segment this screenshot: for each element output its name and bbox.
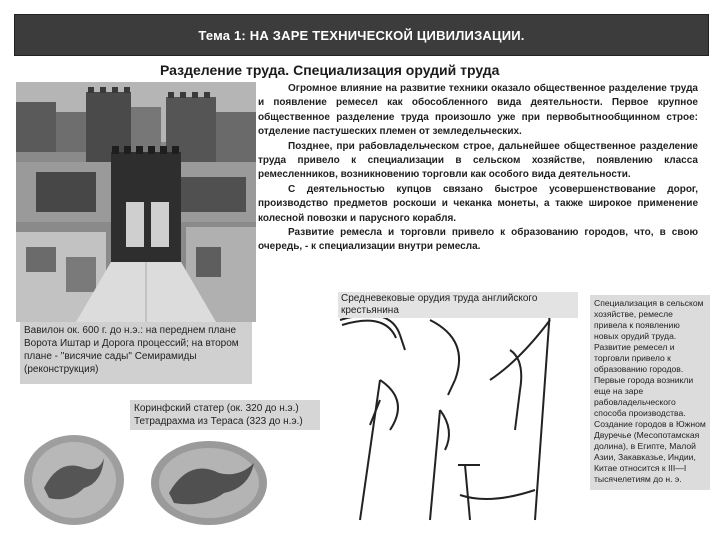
slide-subtitle: Разделение труда. Специализация орудий труда <box>160 62 500 78</box>
coins-figure <box>14 428 324 528</box>
paragraph-3: С деятельностью купцов связано быстрое усовершенствование дорог, производство предметов роскоши и чеканка монеты, а также широкое применение колесной повозки и парусного корабля. <box>258 183 698 224</box>
coins-illustration <box>14 428 324 528</box>
tools-figure <box>320 290 585 530</box>
side-caption: Специализация в сельском хозяйстве, ремесле привела к появлению новых орудий труда. Развитие ремесел и торговли привело к образованию городов. Первые города возникли еще на заре рабовладельческого способа производства. Создание городов в Южном Двуречье (Месопотамская долина), в Египте, Малой Азии, Закавказье, Индии, Китае относится к III—I тысячелетиям до н. э. <box>590 295 710 490</box>
medieval-tools-illustration <box>320 290 585 530</box>
paragraph-2: Позднее, при рабовладельческом строе, дальнейшее общественное разделение труда привело к специализации в сельском хозяйстве, появлению класса ремесленников, возникновению торговли как особого вида деятельности. <box>258 140 698 181</box>
babylon-illustration <box>16 82 256 322</box>
paragraph-1: Огромное влияние на развитие техники оказало общественное разделение труда и появление ремесел как обособленного вида деятельности. Первое крупное общественное разделение труда произошло уже при первобытнообщинном строе: отделение пастушеских племен от земледельческих. <box>258 83 698 138</box>
babylon-caption: Вавилон ок. 600 г. до н.э.: на переднем плане Ворота Иштар и Дорога процессий; на втором плане - "висячие сады" Семирамиды (реконструкция) <box>20 322 252 384</box>
tools-caption: Средневековые орудия труда английского крестьянина <box>338 292 578 318</box>
title-bar <box>14 14 709 56</box>
body-text <box>258 82 698 255</box>
coin-caption: Коринфский статер (ок. 320 до н.э.) Тетрадрахма из Тераса (323 до н.э.) <box>130 400 330 430</box>
paragraph-4: Развитие ремесла и торговли привело к образованию городов, что, в свою очередь, - к специализации внутри ремесла. <box>258 227 698 253</box>
babylon-photo <box>16 82 256 322</box>
slide-title: Тема 1: НА ЗАРЕ ТЕХНИЧЕСКОЙ ЦИВИЛИЗАЦИИ. <box>198 27 525 43</box>
